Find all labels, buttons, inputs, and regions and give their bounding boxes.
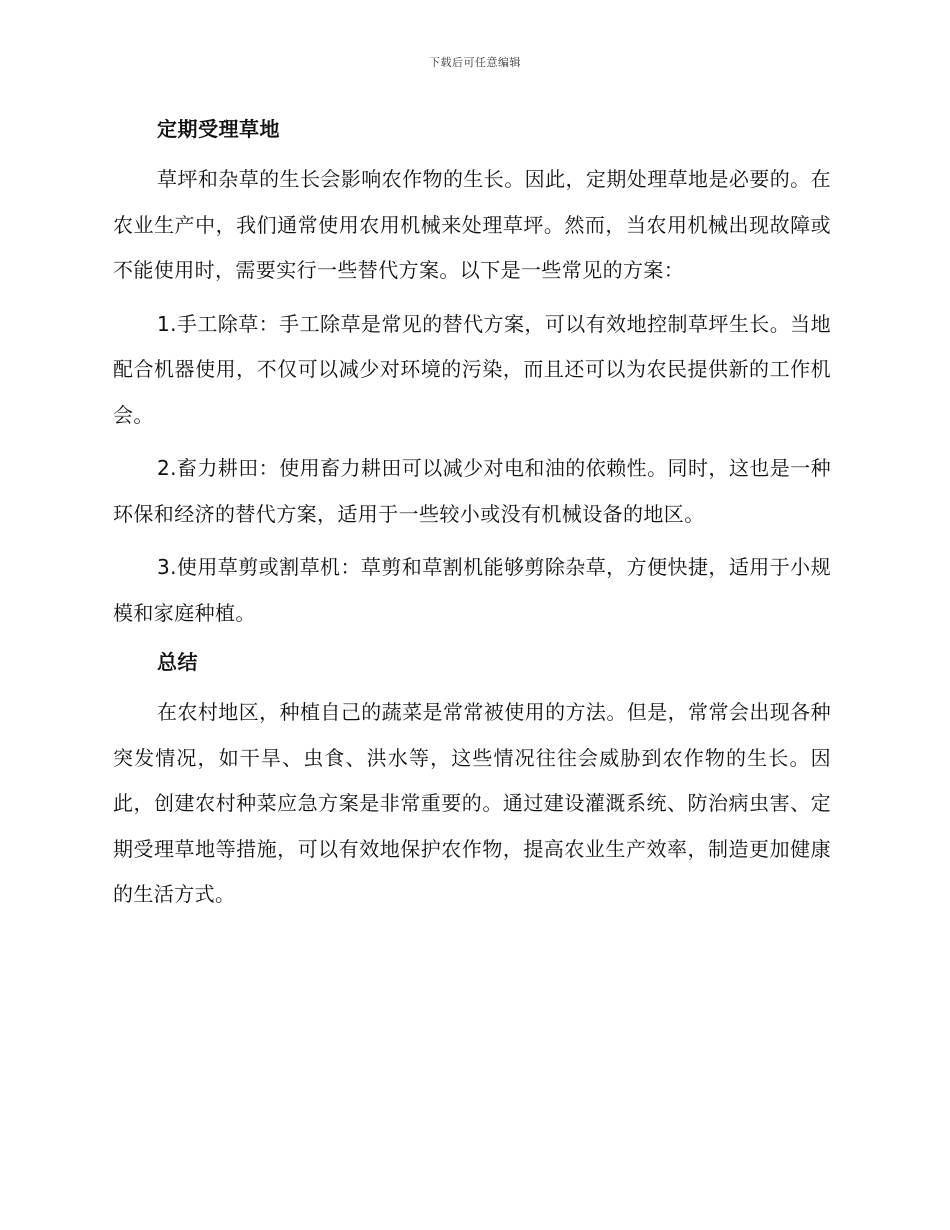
- list-item-paragraph: 1.手工除草：手工除草是常见的替代方案，可以有效地控制草坪生长。当地配合机器使用，不仅可以减少对环境的污染，而且还可以为农民提供新的工作机会。: [113, 311, 831, 427]
- body-paragraph: 在农村地区，种植自己的蔬菜是常常被使用的方法。但是，常常会出现各种突发情况，如干旱、虫食、洪水等，这些情况往往会威胁到农作物的生长。因此，创建农村种菜应急方案是非常重要的。通过建设灌溉系统、防治病虫害、定期受理草地等措施，可以有效地保护农作物，提高农业生产效率，制造更加健康的生活方式。: [113, 700, 831, 906]
- document-body: [113, 112, 831, 918]
- section-title: 总结: [157, 650, 198, 674]
- body-paragraph: 草坪和杂草的生长会影响农作物的生长。因此，定期处理草地是必要的。在农业生产中，我们通常使用农用机械来处理草坪。然而，当农用机械出现故障或不能使用时，需要实行一些替代方案。以下是一些常见的方案：: [113, 167, 831, 282]
- header-note: 下载后可任意编辑: [429, 56, 521, 69]
- list-item-paragraph: 2.畜力耕田：使用畜力耕田可以减少对电和油的依赖性。同时，这也是一种环保和经济的替代方案，适用于一些较小或没有机械设备的地区。: [113, 456, 831, 526]
- list-item-paragraph: 3.使用草剪或割草机：草剪和草割机能够剪除杂草，方便快捷，适用于小规模和家庭种植。: [113, 555, 831, 625]
- section-title: 定期受理草地: [157, 117, 280, 141]
